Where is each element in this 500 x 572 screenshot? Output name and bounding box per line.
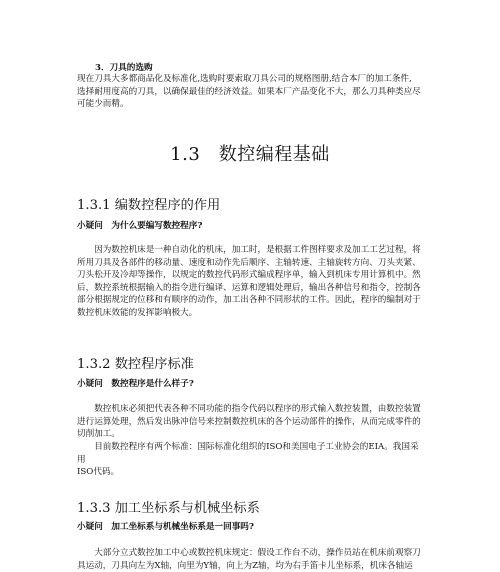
paragraph-1-3-2-a: 数控机床必须把代表各种不同功能的指令代码以程序的形式输入数控装置，由数控装置 进行运算处理，然后发出脉冲信号来控制数控机床的各个运动部件的操作，从而完成零件的 切削加工。	[77, 404, 421, 440]
question-1-3-2: 小疑问 数控程序是什么样子?	[77, 379, 194, 389]
section-title-1-3-3: 1.3.3 加工坐标系与机械坐标系	[77, 501, 260, 516]
paragraph-1-3-2-b: 目前数控程序有两个标准：国际标准化组织的ISO和美国电子工业协会的EIA。我国采用 ISO代码。	[77, 442, 419, 478]
subsection-heading-tool-purchase: 3．刀具的选购	[95, 63, 153, 73]
paragraph-tool-purchase: 现在刀具大多都商品化及标准化,选购时要索取刀具公司的规格图册,结合本厂的加工条件, 选择耐用度高的刀具，以确保最佳的经济效益。如果本厂产品变化不大，那么刀具种类应尽 可能少而精。	[77, 74, 421, 110]
chapter-title: 1.3 数控编程基础	[170, 144, 330, 165]
question-1-3-1: 小疑问 为什么要编写数控程序?	[77, 221, 203, 231]
question-1-3-3: 小疑问 加工坐标系与机械坐标系是一回事吗?	[77, 522, 254, 532]
paragraph-1-3-3: 大部分立式数控加工中心或数控机床规定：假设工作台不动，操作员站在机床前观察刀 具运动，刀具向左为X轴，向里为Y轴，向上为Z轴，均为右手笛卡儿坐标系，机床各轴运	[77, 548, 421, 571]
paragraph-1-3-1: 因为数控机床是一种自动化的机床，加工时，是根据工件图样要求及加工工艺过程，将 所用刀具及各部件的移动量、速度和动作先后顺序、主轴转速、主轴旋转方向、刀头夹紧、 刀头松开及冷却等操作，以规定的数控代码形式编成程序单，输入到机床专用计算机中。然 后，数控系统根据输入的指令进行编译、运算和逻辑处理后，输出各种信号和指令，控制各 部分根据规定的位移和有顺序的动作，加工出各种不同形状的工件。因此，程序的编制对于 数控机床效能的发挥影响极大。	[77, 245, 421, 318]
section-title-1-3-2: 1.3.2 数控程序标准	[77, 357, 194, 372]
section-title-1-3-1: 1.3.1 编数控程序的作用	[77, 198, 221, 213]
